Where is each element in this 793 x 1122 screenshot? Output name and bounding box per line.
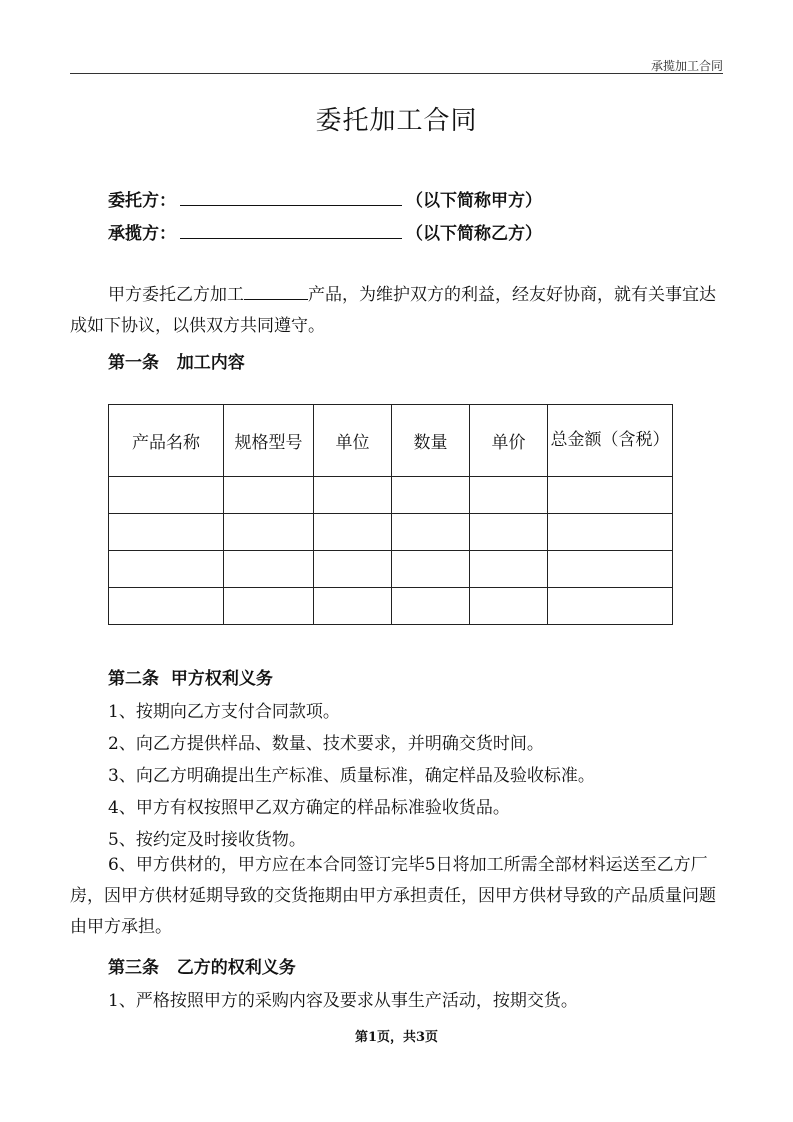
table-cell[interactable] [548, 514, 673, 551]
article2-item-4: 4、甲方有权按照甲乙双方确定的样品标准验收货品。 [108, 798, 510, 818]
intro-text-2: 产品，为维护双方的利益，经友好协商，就有关事宜达成如下协议，以供双方共同遵守。 [70, 285, 716, 336]
table-cell[interactable] [224, 588, 314, 625]
table-cell[interactable] [392, 588, 470, 625]
article2-item-2: 2、向乙方提供样品、数量、技术要求，并明确交货时间。 [108, 734, 544, 754]
table-cell[interactable] [314, 588, 392, 625]
table-row [109, 588, 673, 625]
table-cell[interactable] [392, 514, 470, 551]
table-row [109, 551, 673, 588]
article3-heading: 第三条 乙方的权利义务 [108, 958, 296, 978]
table-header-row [109, 405, 673, 477]
entrust-suffix: （以下简称甲方） [406, 191, 542, 211]
page-number: 第1页，共3页 [354, 1030, 439, 1045]
table-cell[interactable] [314, 514, 392, 551]
article1-heading: 第一条 加工内容 [108, 353, 245, 373]
table-cell[interactable] [314, 551, 392, 588]
contractor-name-blank[interactable] [180, 221, 402, 239]
table-cell[interactable] [392, 551, 470, 588]
product-name-blank[interactable] [244, 283, 308, 300]
article2-item-1: 1、按期向乙方支付合同款项。 [108, 702, 340, 722]
table-cell[interactable] [109, 477, 224, 514]
header-rule [70, 73, 723, 74]
table-cell[interactable] [109, 514, 224, 551]
table-cell[interactable] [470, 588, 548, 625]
article2-heading: 第二条 甲方权利义务 [108, 669, 273, 689]
header-spec-model: 规格型号 [224, 405, 314, 477]
processing-content-table [108, 404, 673, 625]
header-product-name: 产品名称 [109, 405, 224, 477]
article2-item-6: 6、甲方供材的，甲方应在本合同签订完毕5日将加工所需全部材料运送至乙方厂房，因甲方供材延期导致的交货拖期由甲方承担责任，因甲方供材导致的产品质量问题由甲方承担。 [70, 855, 716, 937]
header-total-amount: 总金额（含税） [548, 405, 673, 477]
table-cell[interactable] [224, 514, 314, 551]
intro-text-1: 甲方委托乙方加工 [108, 285, 244, 305]
table-cell[interactable] [109, 551, 224, 588]
table-cell[interactable] [470, 551, 548, 588]
table-cell[interactable] [392, 477, 470, 514]
table-cell[interactable] [470, 477, 548, 514]
table-row [109, 514, 673, 551]
table-cell[interactable] [314, 477, 392, 514]
entrust-party-line [108, 186, 542, 211]
contractor-party-line [108, 219, 542, 244]
contractor-suffix: （以下简称乙方） [406, 224, 542, 244]
intro-paragraph [70, 280, 725, 342]
header-quantity: 数量 [392, 405, 470, 477]
table-cell[interactable] [548, 477, 673, 514]
table-cell[interactable] [224, 551, 314, 588]
header-unit: 单位 [314, 405, 392, 477]
header-unit-price: 单价 [470, 405, 548, 477]
table-cell[interactable] [224, 477, 314, 514]
table-cell[interactable] [548, 588, 673, 625]
contractor-label: 承揽方： [108, 224, 176, 244]
article2-item-3: 3、向乙方明确提出生产标准、质量标准，确定样品及验收标准。 [108, 766, 595, 786]
running-header: 承揽加工合同 [650, 59, 723, 73]
entrust-name-blank[interactable] [180, 188, 402, 206]
table-cell[interactable] [109, 588, 224, 625]
table-cell[interactable] [470, 514, 548, 551]
article3-item-1: 1、严格按照甲方的采购内容及要求从事生产活动，按期交货。 [108, 991, 578, 1011]
table-cell[interactable] [548, 551, 673, 588]
article2-item-5: 5、按约定及时接收货物。 [108, 830, 306, 850]
document-title: 委托加工合同 [315, 106, 478, 136]
table-row [109, 477, 673, 514]
entrust-label: 委托方： [108, 191, 176, 211]
